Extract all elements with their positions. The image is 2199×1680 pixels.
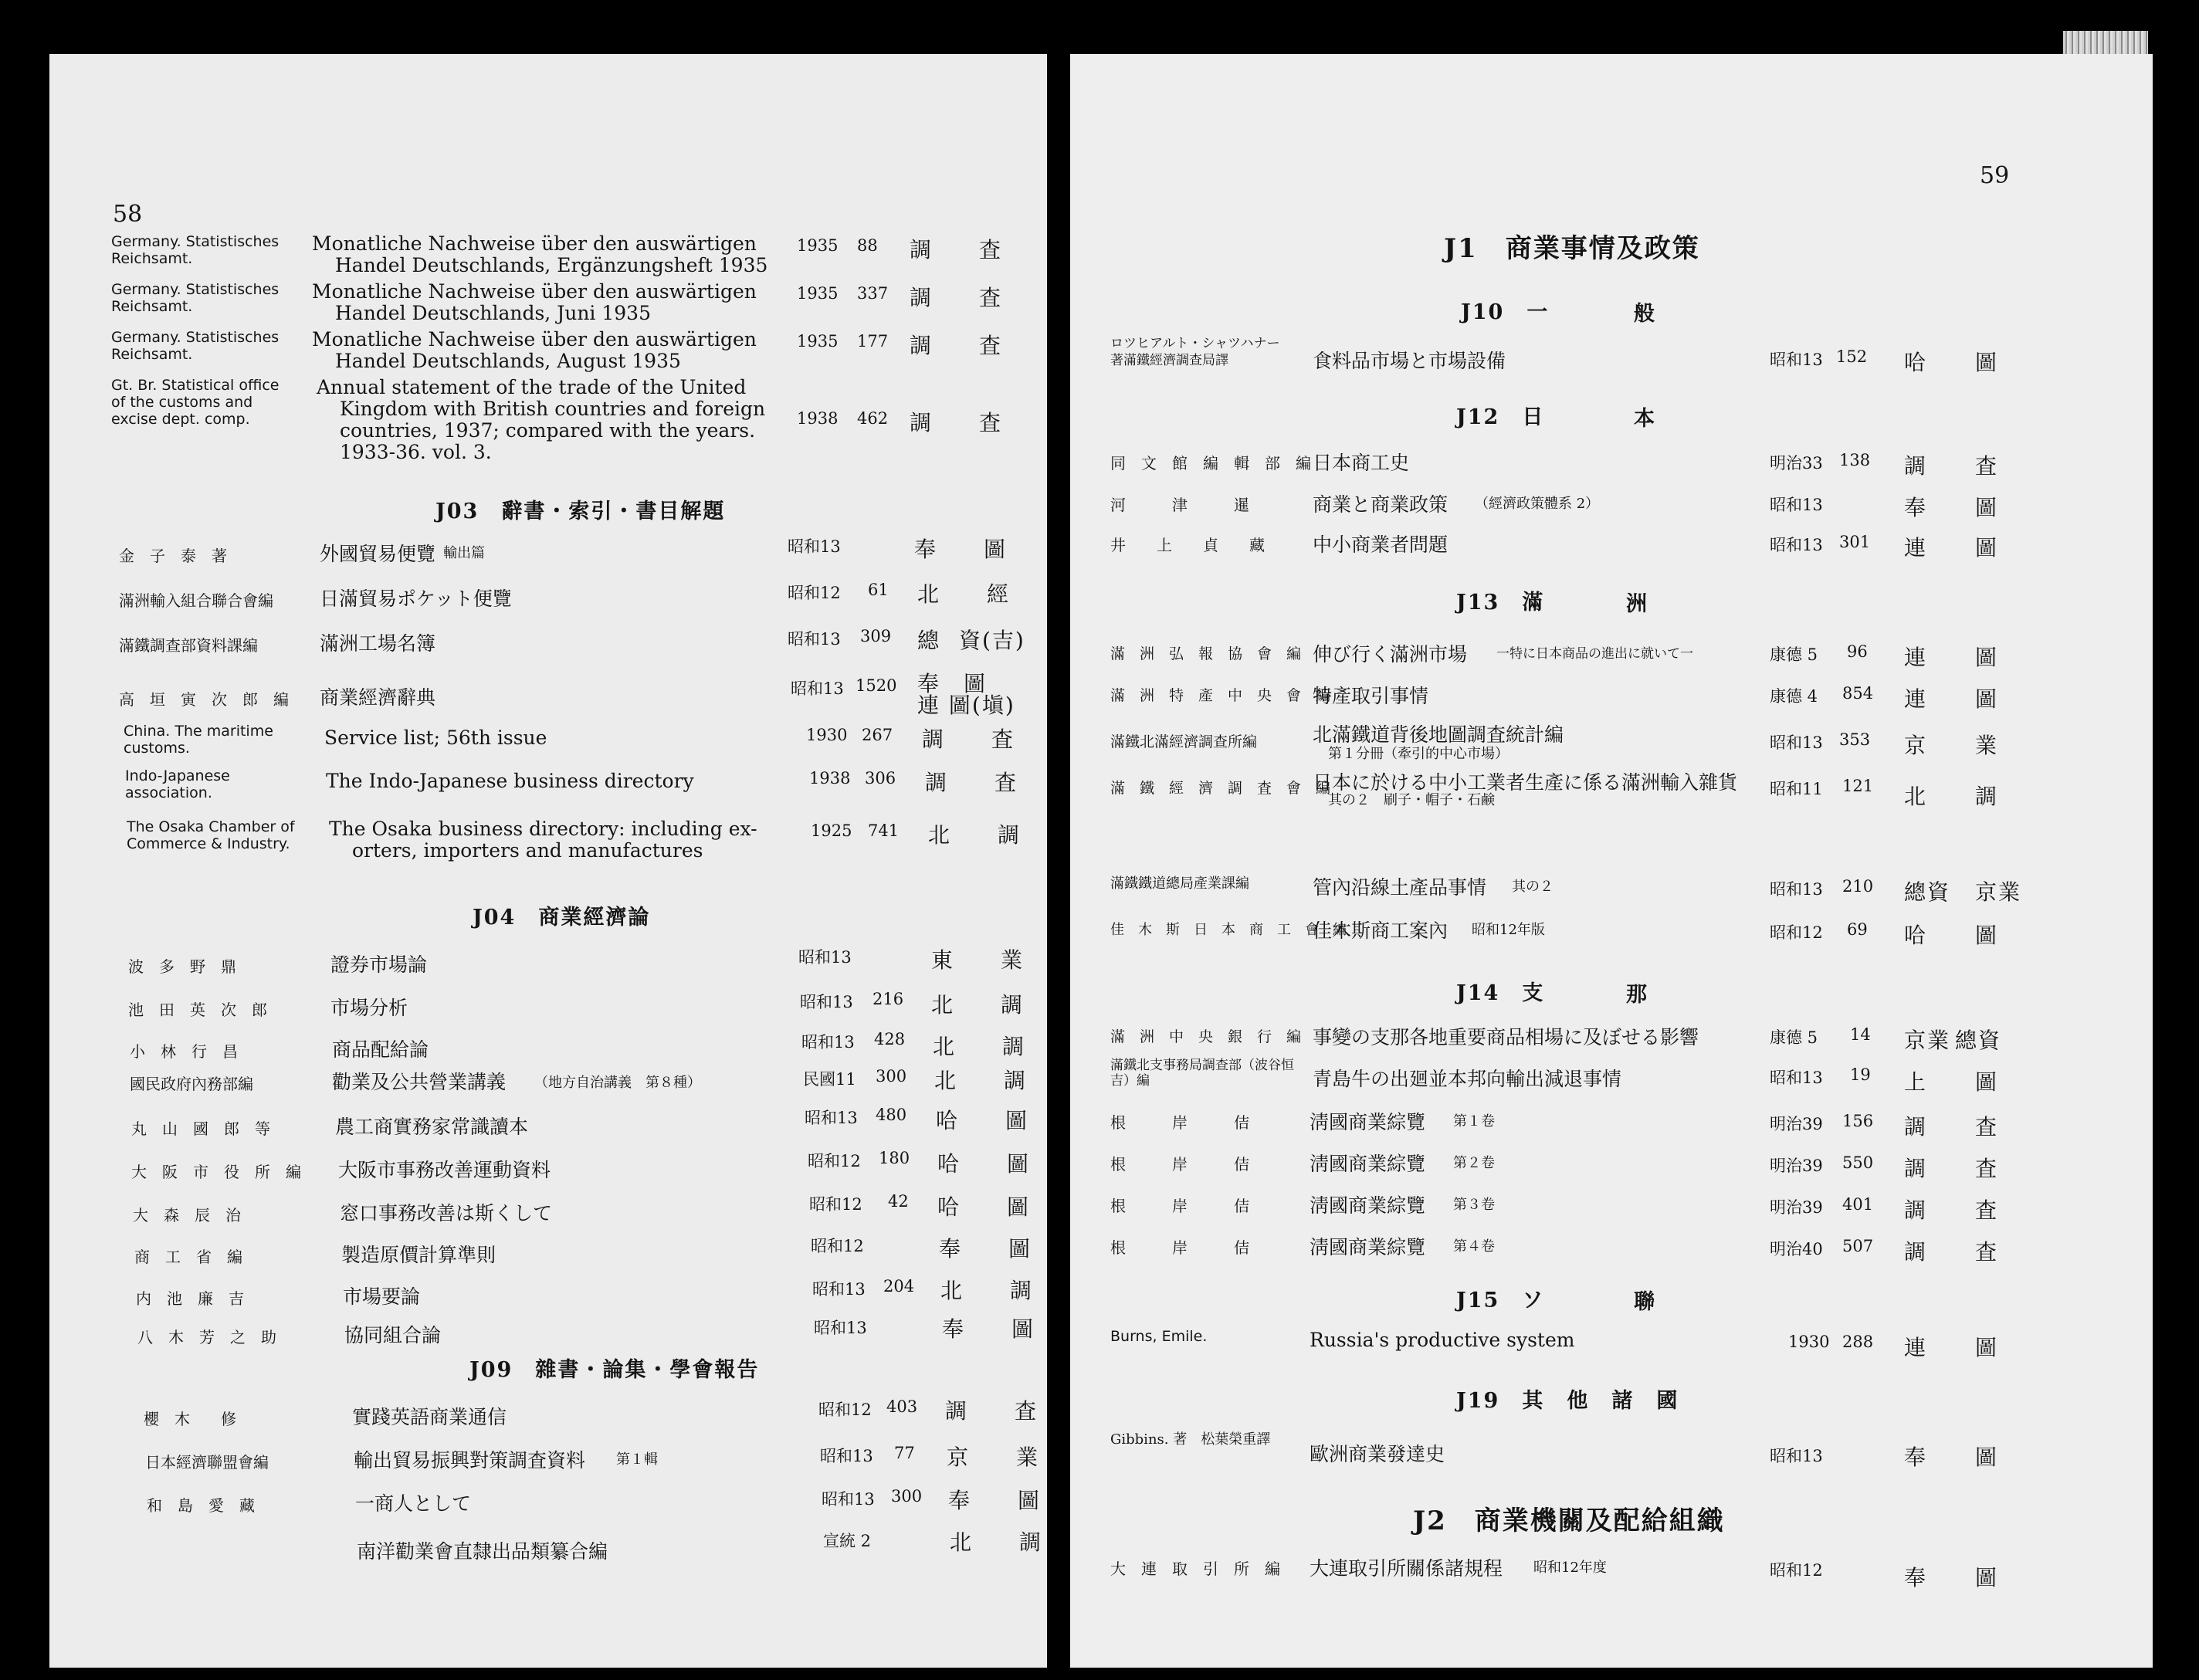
entry-location: 連 bbox=[1904, 686, 1928, 712]
entry-year: 康德 5 bbox=[1770, 645, 1818, 664]
entry-year: 1930 bbox=[806, 726, 848, 744]
entry-year: 昭和13 bbox=[788, 630, 841, 649]
entry-title: 輸出貿易振興對策調査資料 bbox=[354, 1449, 586, 1472]
entry-author: 八 木 芳 之 助 bbox=[137, 1328, 276, 1346]
entry-year: 明治39 bbox=[1770, 1115, 1823, 1133]
entry-location-2: 査 bbox=[1015, 1398, 1039, 1424]
entry-year: 1935 bbox=[797, 284, 839, 303]
entry-location-2: 査 bbox=[1975, 1239, 1999, 1265]
entry-location: 哈 bbox=[1904, 923, 1928, 948]
entry-author: 根 岸 佶 bbox=[1110, 1197, 1249, 1215]
entry-pages: 507 bbox=[1842, 1237, 1874, 1255]
entry-author: 滿洲輸入組合聯合會編 bbox=[119, 591, 273, 610]
entry-year: 民國11 bbox=[803, 1070, 856, 1089]
entry-author: Burns, Emile. bbox=[1110, 1328, 1208, 1345]
entry-year: 1938 bbox=[797, 409, 839, 428]
entry-location: 調 bbox=[910, 410, 933, 435]
entry-year: 昭和13 bbox=[791, 679, 844, 698]
entry-pages: 121 bbox=[1842, 777, 1874, 795]
entry-location-2: 調 bbox=[1004, 1068, 1028, 1093]
entry-location: 調 bbox=[1904, 1239, 1928, 1265]
entry-year: 昭和13 bbox=[805, 1109, 858, 1127]
entry-pages: 88 bbox=[857, 236, 878, 255]
entry-note: 其の２ 刷子・帽子・石鹸 bbox=[1328, 792, 1495, 808]
entry-title: 窓口事務改善は斯くして bbox=[340, 1202, 553, 1224]
entry-pages: 462 bbox=[857, 409, 889, 428]
section-heading: J03 辭書・索引・書目解題 bbox=[435, 500, 726, 523]
section-heading: J14 支 bbox=[1456, 981, 1545, 1005]
entry-author: 國民政府內務部編 bbox=[130, 1075, 253, 1093]
entry-year: 昭和13 bbox=[1770, 1447, 1823, 1465]
entry-pages: 403 bbox=[886, 1397, 918, 1416]
entry-title: 食料品市場と市場設備 bbox=[1313, 350, 1506, 372]
entry-pages: 306 bbox=[865, 769, 896, 788]
section-heading-word: 洲 bbox=[1626, 592, 1648, 616]
entry-author: 佳 木 斯 日 本 商 工 會 編 bbox=[1110, 922, 1347, 938]
entry-location-2: 圖 bbox=[1975, 1335, 1999, 1360]
entry-title: 淸國商業綜覽 bbox=[1310, 1236, 1426, 1258]
entry-pages: 177 bbox=[857, 332, 889, 351]
chapter-heading: J2 商業機關及配給組織 bbox=[1413, 1506, 1725, 1536]
entry-pages: 14 bbox=[1850, 1025, 1871, 1044]
entry-author: 商 工 省 編 bbox=[134, 1248, 242, 1266]
entry-title: 北滿鐵道背後地圖調査統計編 bbox=[1313, 723, 1564, 746]
entry-author: 滿 洲 中 央 銀 行 編 bbox=[1110, 1028, 1302, 1045]
entry-title: 日本商工史 bbox=[1313, 452, 1410, 474]
entry-year: 昭和13 bbox=[798, 948, 852, 967]
entry-year: 1938 bbox=[809, 769, 851, 788]
entry-location: 奉 圖 bbox=[917, 671, 988, 696]
entry-pages: 152 bbox=[1836, 347, 1868, 366]
entry-pages: 1520 bbox=[856, 676, 897, 695]
entry-year: 1930 bbox=[1788, 1333, 1830, 1351]
entry-title: Russia's productive system bbox=[1310, 1329, 1575, 1351]
entry-author: 根 岸 佶 bbox=[1110, 1155, 1249, 1174]
entry-author: 河 津 暹 bbox=[1110, 496, 1249, 514]
entry-note: 第４卷 bbox=[1453, 1238, 1495, 1255]
entry-note: 一特に日本商品の進出に就いて一 bbox=[1496, 646, 1693, 662]
entry-location-2: 査 bbox=[979, 237, 1003, 262]
entry-pages: 42 bbox=[888, 1192, 909, 1211]
entry-title: 商品配給論 bbox=[332, 1038, 429, 1061]
entry-title: 商業と商業政策 bbox=[1313, 493, 1448, 516]
entry-location: 奉 bbox=[948, 1488, 972, 1513]
entry-location: 北 bbox=[940, 1278, 964, 1303]
entry-year: 明治33 bbox=[1770, 454, 1823, 472]
entry-location-2: 圖 bbox=[1975, 495, 1999, 520]
entry-pages: 19 bbox=[1850, 1065, 1871, 1084]
entry-pages: 854 bbox=[1842, 684, 1874, 703]
entry-year: 昭和13 bbox=[822, 1490, 875, 1509]
entry-year: 昭和12 bbox=[809, 1195, 862, 1214]
entry-location-2: 京業 bbox=[1975, 879, 2022, 905]
entry-author: The Osaka Chamber of Commerce & Industry. bbox=[127, 818, 295, 852]
entry-year: 康德 5 bbox=[1770, 1028, 1818, 1047]
entry-year: 昭和12 bbox=[808, 1152, 861, 1170]
entry-author: 滿鐵北支事務局調查部（波谷恒吉）編 bbox=[1110, 1058, 1294, 1089]
entry-location: 京業 bbox=[1904, 1028, 1951, 1053]
entry-pages: 309 bbox=[860, 627, 892, 645]
entry-title: 中小商業者問題 bbox=[1313, 533, 1448, 556]
entry-pages: 61 bbox=[868, 581, 889, 599]
entry-note: 第１卷 bbox=[1453, 1113, 1495, 1130]
section-heading-word: 那 bbox=[1626, 983, 1648, 1007]
entry-year: 昭和12 bbox=[1770, 1561, 1823, 1580]
entry-title: The Indo-Japanese business directory bbox=[326, 770, 694, 792]
entry-year: 明治40 bbox=[1770, 1240, 1823, 1258]
entry-location: 上 bbox=[1904, 1069, 1928, 1095]
entry-note: 第３卷 bbox=[1453, 1197, 1495, 1213]
entry-location-2: 業 bbox=[1975, 733, 1999, 758]
entry-year: 1935 bbox=[797, 332, 839, 351]
entry-location: 調 bbox=[1904, 1197, 1928, 1223]
entry-title-cont: Handel Deutschlands, August 1935 bbox=[335, 350, 681, 372]
entry-location-2: 連 圖(塡) bbox=[917, 693, 1015, 718]
entry-pages: 353 bbox=[1839, 730, 1871, 749]
section-heading-word: 般 bbox=[1634, 302, 1656, 326]
entry-author: China. The maritime customs. bbox=[124, 723, 273, 757]
entry-location-2: 査 bbox=[979, 410, 1003, 435]
entry-pages: 180 bbox=[879, 1149, 910, 1167]
entry-location: 北 bbox=[933, 1034, 957, 1059]
entry-location-2: 査 bbox=[1975, 1114, 1999, 1140]
section-heading-word: 本 bbox=[1634, 407, 1656, 431]
entry-note: 第１分冊（牽引的中心市場） bbox=[1328, 746, 1509, 762]
entry-note: 其の２ bbox=[1512, 879, 1554, 895]
entry-location: 京 bbox=[1904, 733, 1928, 758]
entry-pages: 216 bbox=[872, 990, 904, 1008]
entry-note: （地方自治講義 第８種） bbox=[534, 1075, 701, 1091]
entry-author: 金 子 泰 著 bbox=[119, 547, 227, 565]
entry-pages: 300 bbox=[891, 1487, 923, 1506]
entry-author: 滿 洲 弘 報 協 會 編 bbox=[1110, 645, 1302, 662]
entry-location-2: 業 bbox=[1016, 1445, 1040, 1470]
entry-author: 根 岸 佶 bbox=[1110, 1113, 1249, 1132]
entry-location: 北 bbox=[917, 581, 941, 607]
entry-location-2: 調 bbox=[1001, 992, 1025, 1018]
entry-location: 調 bbox=[925, 770, 949, 795]
entry-title: 滿洲工場名簿 bbox=[320, 632, 436, 655]
entry-author: 内 池 廉 吉 bbox=[136, 1289, 244, 1308]
entry-location: 北 bbox=[1904, 784, 1928, 809]
entry-year: 昭和12 bbox=[788, 584, 841, 602]
entry-location-2: 圖 bbox=[1975, 1069, 1999, 1095]
entry-title: 大阪市事務改善運動資料 bbox=[338, 1159, 551, 1181]
entry-author: ロツヒアルト・シャツハナー著滿鐵經濟調查局譯 bbox=[1110, 336, 1280, 368]
entry-title: 淸國商業綜覽 bbox=[1310, 1153, 1426, 1175]
entry-location-2: 圖 bbox=[1975, 645, 1999, 670]
entry-location: 北 bbox=[928, 822, 952, 848]
entry-author: 小 林 行 昌 bbox=[130, 1042, 238, 1061]
entry-author: 高 垣 寅 次 郎 編 bbox=[119, 690, 289, 709]
entry-author: 大 阪 市 役 所 編 bbox=[131, 1163, 301, 1181]
entry-location-2: 査 bbox=[1975, 453, 1999, 479]
entry-title-cont: Handel Deutschlands, Juni 1935 bbox=[335, 302, 651, 324]
entry-pages: 288 bbox=[1842, 1333, 1874, 1351]
entry-title-cont: countries, 1937; compared with the years. bbox=[340, 419, 756, 442]
entry-location: 奉 bbox=[1904, 495, 1928, 520]
entry-author: 滿鐵鐵道總局產業課編 bbox=[1110, 876, 1249, 892]
entry-pages: 204 bbox=[883, 1277, 915, 1296]
entry-title: 特產取引事情 bbox=[1313, 685, 1429, 707]
entry-title-cont: Kingdom with British countries and foreign bbox=[340, 398, 766, 420]
entry-author: 櫻 木 修 bbox=[144, 1410, 236, 1428]
entry-location: 哈 bbox=[936, 1108, 960, 1133]
entry-year: 昭和13 bbox=[1770, 536, 1823, 554]
entry-location: 京 bbox=[947, 1445, 971, 1470]
entry-location-2: 圖 bbox=[1018, 1488, 1042, 1513]
entry-location-2: 査 bbox=[991, 727, 1015, 752]
entry-location: 連 bbox=[1904, 645, 1928, 670]
entry-title: 管內沿線土產品事情 bbox=[1313, 876, 1487, 899]
entry-location: 奉 bbox=[939, 1236, 963, 1262]
section-heading: J04 商業經濟論 bbox=[473, 906, 651, 930]
entry-author: 日本經濟聯盟會編 bbox=[145, 1453, 269, 1472]
entry-year: 昭和12 bbox=[1770, 923, 1823, 942]
entry-title: Monatliche Nachweise über den auswärtigen bbox=[312, 328, 757, 351]
entry-location: 哈 bbox=[1904, 350, 1928, 375]
entry-location: 哈 bbox=[937, 1194, 961, 1220]
entry-pages: 77 bbox=[894, 1444, 915, 1462]
entry-title: 大連取引所關係諸規程 bbox=[1310, 1557, 1503, 1580]
entry-year: 昭和13 bbox=[1770, 880, 1823, 899]
entry-year: 昭和11 bbox=[1770, 780, 1823, 798]
entry-pages: 300 bbox=[876, 1067, 907, 1086]
entry-location-2: 圖 bbox=[1005, 1108, 1029, 1133]
entry-author: 滿鐵調查部資料課編 bbox=[119, 636, 258, 655]
entry-title-cont: Handel Deutschlands, Ergänzungsheft 1935 bbox=[335, 254, 768, 276]
entry-location: 北 bbox=[931, 992, 955, 1018]
entry-location: 奉 bbox=[942, 1316, 966, 1342]
entry-year: 昭和12 bbox=[818, 1401, 872, 1419]
entry-pages: 401 bbox=[1842, 1195, 1874, 1214]
entry-year: 昭和13 bbox=[1770, 1069, 1823, 1087]
entry-location-2: 圖 bbox=[1975, 686, 1999, 712]
entry-pages: 210 bbox=[1842, 877, 1874, 896]
entry-author: Gibbins. 著 松葉榮重譯 bbox=[1110, 1431, 1271, 1448]
entry-location-2: 圖 bbox=[1008, 1236, 1032, 1262]
entry-note: 第１輯 bbox=[616, 1451, 658, 1468]
entry-location-2: 圖 bbox=[984, 537, 1008, 562]
entry-year: 1925 bbox=[811, 821, 852, 840]
entry-pages: 337 bbox=[857, 284, 889, 303]
entry-title: 商業經濟辭典 bbox=[320, 686, 436, 709]
entry-location-2: 圖 bbox=[1975, 923, 1999, 948]
entry-year: 昭和12 bbox=[811, 1237, 864, 1255]
entry-pages: 156 bbox=[1842, 1112, 1874, 1130]
entry-author: 滿鐵北滿經濟調查所編 bbox=[1110, 733, 1258, 750]
entry-author: 大 連 取 引 所 編 bbox=[1110, 1560, 1280, 1578]
entry-author: 井 上 貞 藏 bbox=[1110, 536, 1265, 554]
entry-location: 北 bbox=[950, 1529, 974, 1555]
entry-note: 昭和12年度 bbox=[1533, 1560, 1607, 1576]
entry-location: 調 bbox=[945, 1398, 969, 1424]
entry-location-2: 調 bbox=[1002, 1034, 1026, 1059]
entry-title: 勸業及公共營業講義 bbox=[332, 1071, 507, 1093]
entry-location-2: 圖 bbox=[1011, 1316, 1035, 1342]
entry-year: 昭和13 bbox=[814, 1319, 867, 1337]
entry-title: 歐洲商業發達史 bbox=[1310, 1443, 1445, 1465]
entry-author: Germany. Statistisches Reichsamt. bbox=[111, 233, 280, 267]
entry-location-2: 圖 bbox=[1975, 535, 1999, 561]
entry-location-2: 査 bbox=[1975, 1197, 1999, 1223]
entry-pages: 550 bbox=[1842, 1153, 1874, 1172]
section-heading: J19 其 他 諸 國 bbox=[1456, 1389, 1679, 1413]
entry-location: 調 bbox=[910, 333, 933, 358]
entry-location-2: 圖 bbox=[1975, 1565, 1999, 1590]
entry-year: 昭和13 bbox=[801, 1033, 855, 1052]
entry-year: 昭和13 bbox=[800, 993, 853, 1011]
entry-location-2: 査 bbox=[1975, 1156, 1999, 1181]
entry-note: 輸出篇 bbox=[443, 545, 485, 561]
entry-location-2: 査 bbox=[994, 770, 1018, 795]
entry-pages: 69 bbox=[1847, 920, 1868, 939]
section-heading: J09 雜書・論集・學會報告 bbox=[469, 1358, 760, 1382]
entry-location: 北 bbox=[934, 1068, 958, 1093]
entry-author: 滿 鐵 經 濟 調 査 會 編 bbox=[1110, 780, 1331, 797]
page-number: 59 bbox=[1980, 162, 2010, 189]
entry-title: Monatliche Nachweise über den auswärtigen bbox=[312, 232, 757, 255]
entry-title: 伸び行く滿洲市場 bbox=[1313, 643, 1468, 666]
entry-note: （經濟政策體系 2） bbox=[1475, 496, 1600, 512]
entry-pages: 267 bbox=[862, 726, 893, 744]
chapter-heading: J1 商業事情及政策 bbox=[1444, 233, 1700, 264]
entry-location: 調 bbox=[1904, 1114, 1928, 1140]
entry-title: 事變の支那各地重要商品相場に及ぼせる影響 bbox=[1313, 1026, 1699, 1048]
entry-location-2: 圖 bbox=[1975, 1445, 1999, 1470]
entry-author: 大 森 辰 治 bbox=[133, 1206, 241, 1224]
entry-location-2: 圖 bbox=[1007, 1151, 1031, 1177]
entry-title: 證券市場論 bbox=[330, 953, 428, 976]
entry-author: 滿 洲 特 產 中 央 會 編 bbox=[1110, 687, 1331, 704]
entry-year: 昭和13 bbox=[1770, 496, 1823, 514]
entry-author: 池 田 英 次 郎 bbox=[128, 1001, 267, 1019]
entry-note: 第２卷 bbox=[1453, 1155, 1495, 1171]
entry-year: 明治39 bbox=[1770, 1157, 1823, 1175]
entry-title: 製造原價計算準則 bbox=[341, 1244, 496, 1266]
entry-title: 外國貿易便覽 bbox=[320, 543, 436, 565]
section-heading-word: 聯 bbox=[1634, 1290, 1656, 1314]
entry-location: 奉 bbox=[1904, 1445, 1928, 1470]
entry-location: 調 bbox=[910, 285, 933, 310]
entry-location: 調 bbox=[1904, 453, 1928, 479]
entry-note: 昭和12年版 bbox=[1472, 922, 1545, 938]
entry-title: 青島牛の出廻並本邦向輸出減退事情 bbox=[1313, 1068, 1622, 1090]
right-page bbox=[1070, 54, 2153, 1668]
entry-title: 協同組合論 bbox=[344, 1324, 442, 1346]
entry-author: 和 島 愛 藏 bbox=[147, 1496, 255, 1515]
entry-location-2: 調 bbox=[1010, 1278, 1034, 1303]
entry-title: 淸國商業綜覽 bbox=[1310, 1111, 1426, 1133]
entry-location-2: 査 bbox=[979, 285, 1003, 310]
entry-year: 昭和13 bbox=[1770, 733, 1823, 752]
entry-year: 昭和13 bbox=[820, 1447, 873, 1465]
entry-title-cont: orters, importers and manufactures bbox=[352, 839, 703, 862]
entry-year: 明治39 bbox=[1770, 1198, 1823, 1217]
entry-year: 昭和13 bbox=[812, 1280, 866, 1299]
entry-title: Annual statement of the trade of the United bbox=[317, 376, 747, 398]
section-heading: J15 ソ bbox=[1456, 1289, 1545, 1312]
entry-title: 日滿貿易ポケット便覽 bbox=[320, 588, 512, 610]
entry-author: Germany. Statistisches Reichsamt. bbox=[111, 329, 280, 363]
entry-location: 總資 bbox=[1904, 879, 1951, 905]
entry-title: 市場要論 bbox=[343, 1285, 421, 1308]
entry-pages: 480 bbox=[876, 1106, 907, 1124]
entry-year: 宣統 2 bbox=[823, 1532, 872, 1550]
entry-pages: 428 bbox=[874, 1030, 906, 1048]
entry-year: 1935 bbox=[797, 236, 839, 255]
section-heading: J10 一 bbox=[1461, 300, 1550, 324]
entry-title: 南洋勸業會直隸出品類纂合編 bbox=[357, 1540, 608, 1563]
page-number: 58 bbox=[113, 201, 143, 228]
entry-title: The Osaka business directory: including ex- bbox=[329, 818, 757, 840]
entry-pages: 138 bbox=[1839, 451, 1871, 469]
entry-author: Gt. Br. Statistical office of the customs and excise dept. comp. bbox=[111, 377, 280, 428]
entry-location-2: 調 bbox=[998, 822, 1022, 848]
left-page bbox=[49, 54, 1047, 1668]
entry-title: 實踐英語商業通信 bbox=[352, 1406, 507, 1428]
entry-location: 調 bbox=[1904, 1156, 1928, 1181]
entry-year: 昭和13 bbox=[788, 537, 841, 556]
entry-location-2: 圖 bbox=[1007, 1194, 1031, 1220]
entry-author: 丸 山 國 郎 等 bbox=[131, 1119, 270, 1138]
entry-title-cont: 1933-36. vol. 3. bbox=[340, 441, 492, 463]
entry-location-2: 資(吉) bbox=[959, 628, 1025, 653]
entry-location: 奉 bbox=[914, 537, 938, 562]
entry-location: 調 bbox=[910, 237, 933, 262]
entry-author: Indo-Japanese association. bbox=[125, 767, 230, 801]
section-heading: J12 日 bbox=[1456, 405, 1545, 429]
entry-location-2: 査 bbox=[979, 333, 1003, 358]
entry-title: Service list; 56th issue bbox=[324, 727, 547, 749]
entry-location: 東 bbox=[931, 947, 955, 973]
entry-title: 淸國商業綜覽 bbox=[1310, 1194, 1426, 1217]
entry-pages: 96 bbox=[1847, 642, 1868, 661]
entry-title: 一商人として bbox=[355, 1492, 472, 1515]
entry-location: 總 bbox=[917, 628, 941, 653]
entry-year: 昭和13 bbox=[1770, 351, 1823, 369]
entry-location-2: 經 bbox=[987, 581, 1011, 607]
entry-title: 農工商實務家常識讀本 bbox=[335, 1116, 529, 1138]
entry-location: 調 bbox=[922, 727, 946, 752]
entry-author: Germany. Statistisches Reichsamt. bbox=[111, 281, 280, 315]
entry-location-2: 圖 bbox=[1975, 350, 1999, 375]
entry-year: 康德 4 bbox=[1770, 687, 1818, 706]
entry-title: 市場分析 bbox=[330, 997, 408, 1019]
entry-title: Monatliche Nachweise über den auswärtigen bbox=[312, 280, 757, 303]
entry-title: 佳木斯商工案內 bbox=[1313, 920, 1448, 942]
entry-author: 根 岸 佶 bbox=[1110, 1238, 1249, 1257]
entry-location-2: 調 bbox=[1019, 1529, 1043, 1555]
entry-pages: 301 bbox=[1839, 533, 1871, 551]
entry-location-2: 業 bbox=[1001, 947, 1025, 973]
entry-location-2: 調 bbox=[1975, 784, 1999, 809]
entry-location: 連 bbox=[1904, 1335, 1928, 1360]
entry-location: 奉 bbox=[1904, 1565, 1928, 1590]
entry-author: 波 多 野 鼎 bbox=[128, 957, 236, 976]
entry-title: 日本に於ける中小工業者生產に係る滿洲輸入雜貨 bbox=[1313, 771, 1738, 794]
entry-location: 哈 bbox=[937, 1151, 961, 1177]
entry-author: 同 文 館 編 輯 部 編 bbox=[1110, 454, 1311, 472]
entry-location-2: 總資 bbox=[1955, 1028, 2002, 1053]
entry-pages: 741 bbox=[868, 821, 900, 840]
entry-location: 連 bbox=[1904, 535, 1928, 561]
section-heading: J13 滿 bbox=[1456, 591, 1545, 615]
